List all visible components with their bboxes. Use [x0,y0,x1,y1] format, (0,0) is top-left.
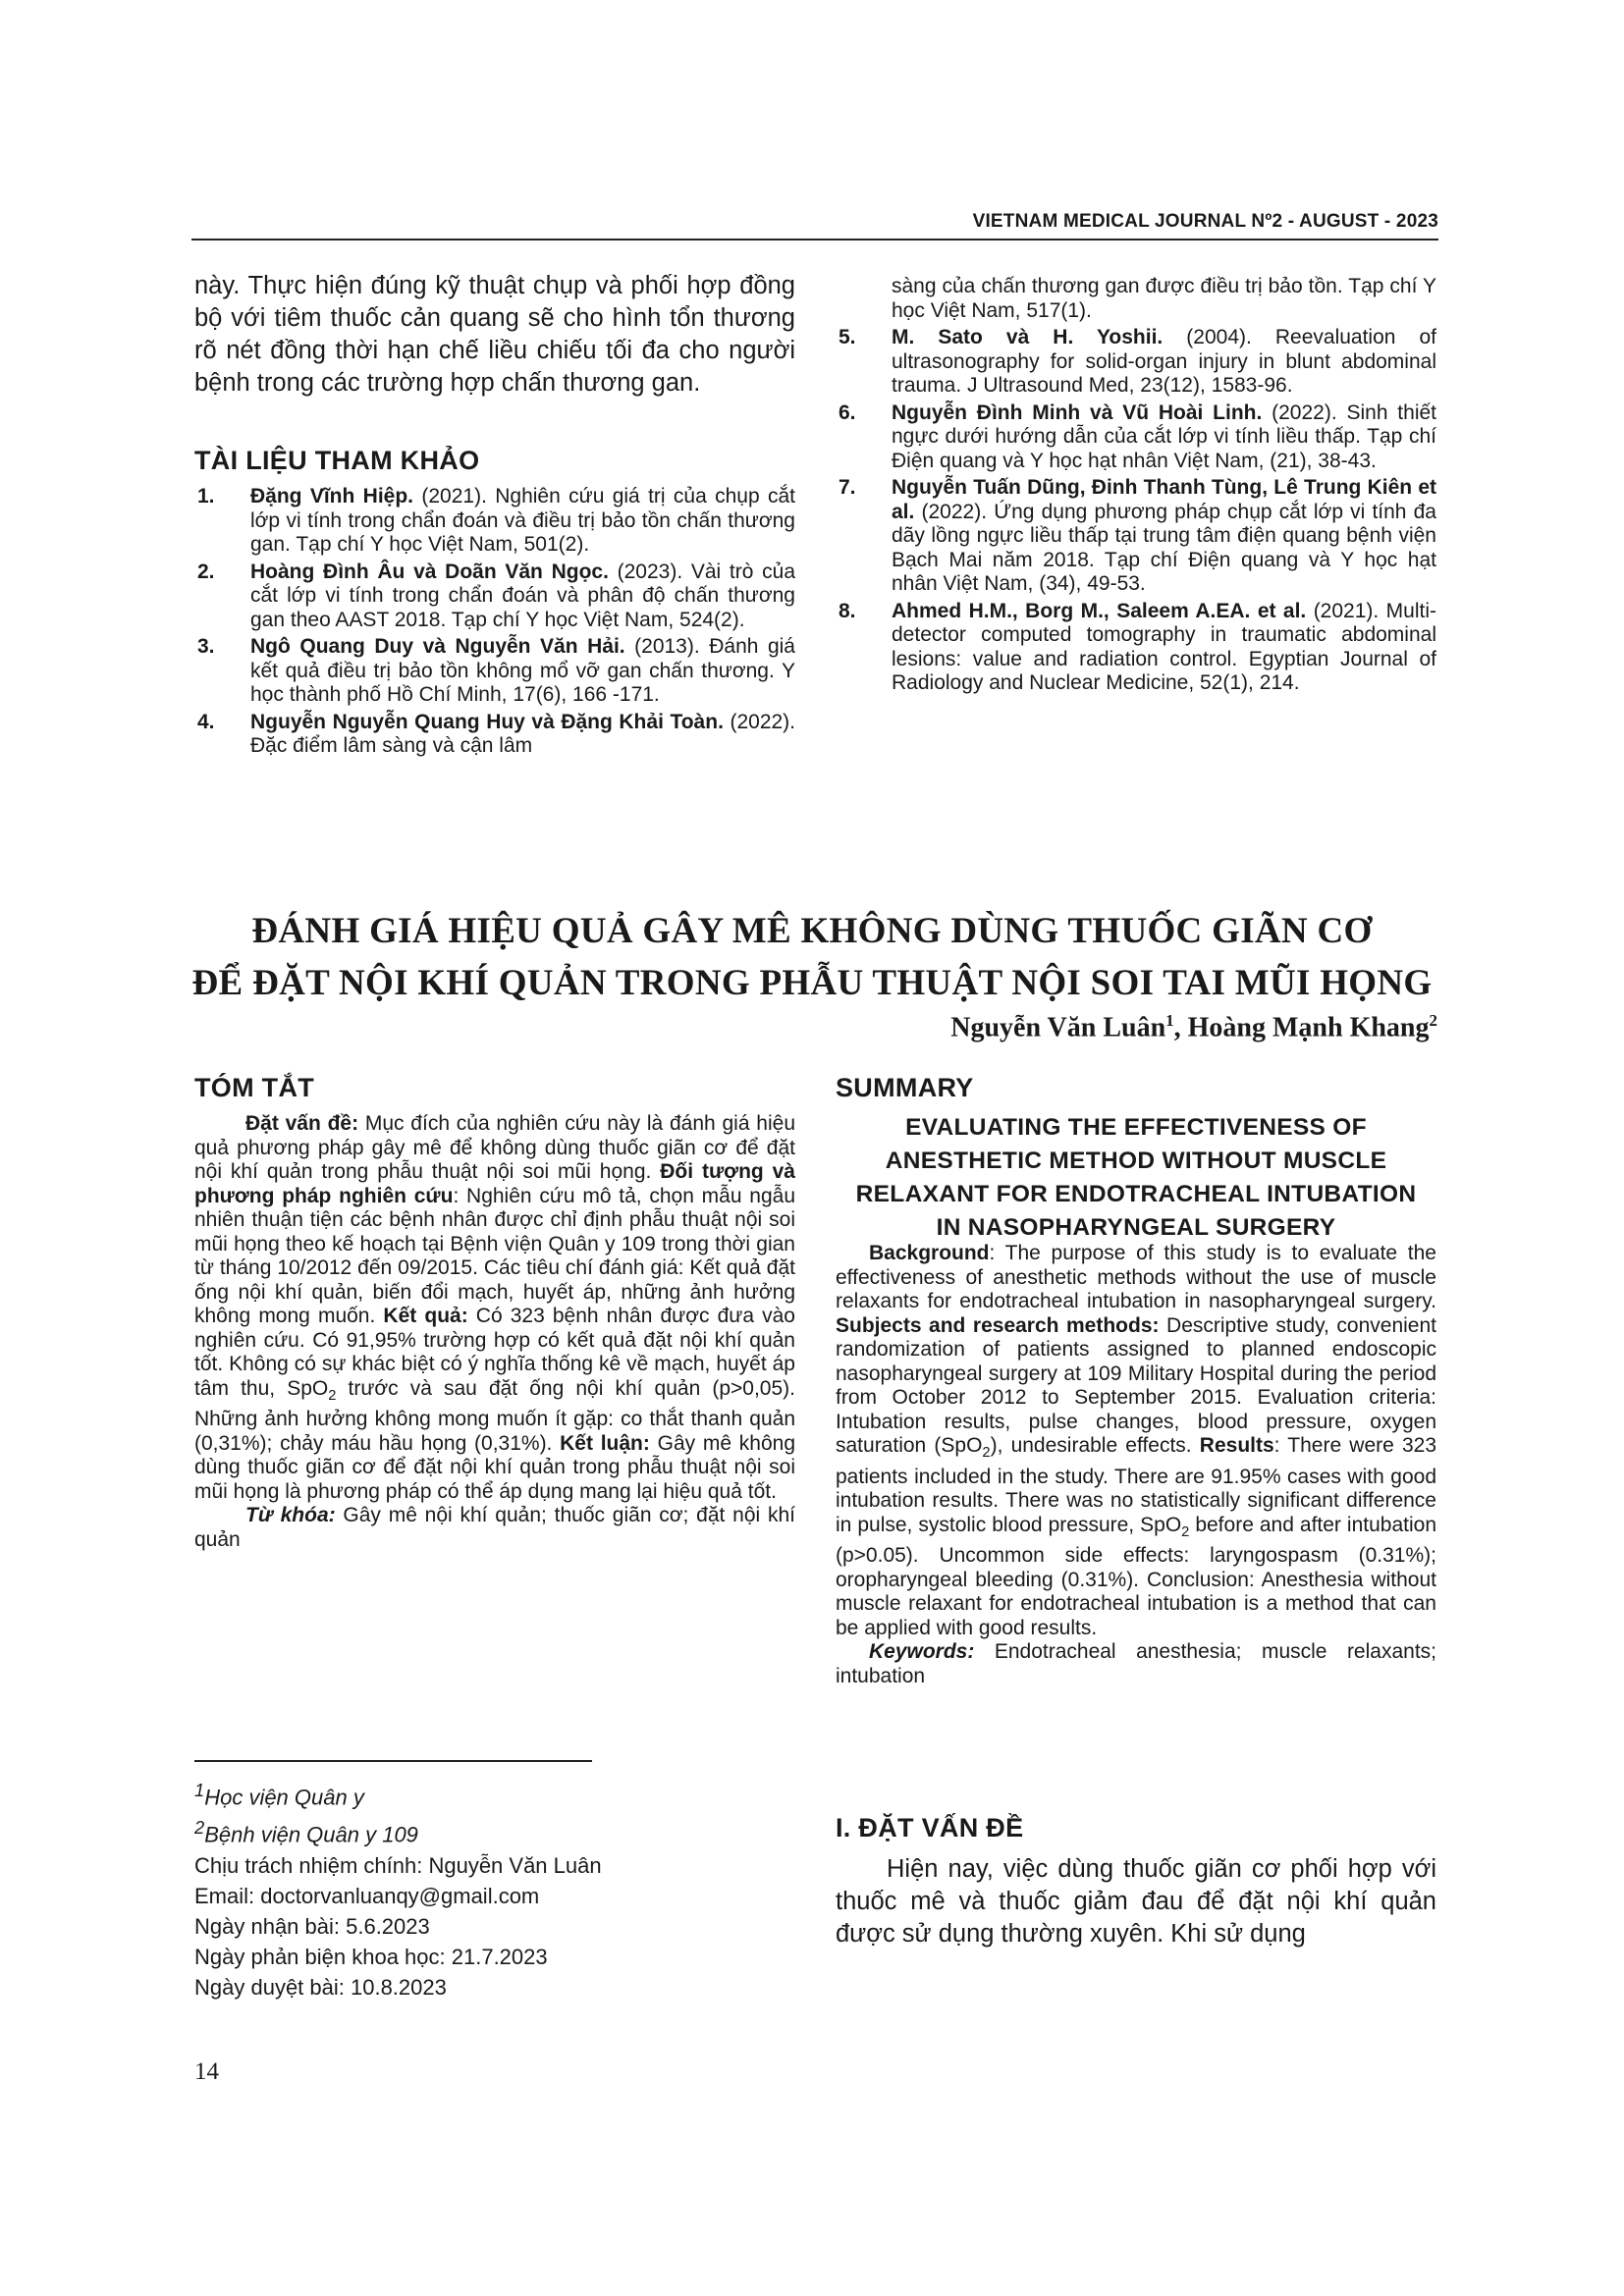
subscript: 2 [982,1445,991,1462]
keywords-text: Endotracheal anesthesia; muscle relaxants; intubation [836,1640,1436,1687]
footnote-divider [194,1760,592,1762]
page-number: 14 [194,2058,219,2085]
footnote-affiliation: $^1$Học viện Quân y [194,1780,364,1810]
keywords-paragraph [836,1640,1436,1688]
introduction-paragraph: Hiện nay, việc dùng thuốc giãn cơ phối hợp với thuốc mê và thuốc giảm đau để đặt nội khí quản được sử dụng thường xuyên. Khi sử dụng [836,1855,1436,1948]
abstract-text: trước và sau đặt ống nội khí quản (p>0,05). Những ảnh hưởng không mong muốn ít gặp: co thắt thanh quản (0,31%); chảy máu hầu họng (0,31%). [194,1376,795,1455]
reference-text: (2021). Multi-detector computed tomography in traumatic abdominal lesions: value and radiation control. Egyptian Journal of Radiology and Nuclear Medicine, 52(1), 214. [892,599,1436,694]
english-title-line: RELAXANT FOR ENDOTRACHEAL INTUBATION [855,1181,1417,1207]
reference-item [836,326,1436,399]
reference-number: 2. [197,560,215,583]
keywords-paragraph [194,1504,795,1552]
reference-text: (2022). Sinh thiết ngực dưới hướng dẫn của cắt lớp vi tính liều thấp. Tạp chí Điện quang và Y học hạt nhân Việt Nam, (21), 38-43. [892,400,1436,472]
abstract-text: Mục đích của nghiên cứu này là đánh giá hiệu quả phương pháp gây mê để không dùng thuốc giãn cơ để đặt nội khí quản trong phẫu thuật nội soi mũi họng. [194,1112,795,1183]
reference-item [194,561,795,633]
footnote-approved-date: Ngày duyệt bài: 10.8.2023 [194,1974,447,2000]
reference-number: 4. [197,710,215,733]
article-title-line: ĐÁNH GIÁ HIỆU QUẢ GÂY MÊ KHÔNG DÙNG THUỐC GIÃN CƠ [251,911,1373,951]
reference-authors: Nguyễn Tuấn Dũng, Đinh Thanh Tùng, Lê Trung Kiên et al. [892,476,1436,523]
abstract-label: Đặt vấn đề: [245,1112,359,1135]
english-title-line: IN NASOPHARYNGEAL SURGERY [936,1214,1336,1241]
summary-label: Results [1199,1434,1274,1457]
reference-number: 8. [839,599,856,622]
reference-item [194,485,795,558]
reference-continuation: sàng của chấn thương gan được điều trị bảo tồn. Tạp chí Y học Việt Nam, 517(1). [892,275,1436,322]
footnote-email: Email: doctorvanluanqy@gmail.com [194,1883,540,1908]
abstract-label: Kết luận: [560,1431,650,1455]
footnote-affiliation: $^2$Bệnh viện Quân y 109 [194,1817,418,1847]
keywords-label: Keywords: [869,1640,975,1664]
reference-number: 6. [839,400,856,424]
article-title [147,905,1477,1009]
abstract-paragraph [194,1112,795,1504]
abstract-text: : Nghiên cứu mô tả, chọn mẫu ngẫu nhiên thuận tiện các bệnh nhân được chỉ định phẫu thuật nội soi mũi họng theo kế hoạch tại Bệnh viện Quân y 109 trong thời gian từ tháng 10/2012 đến 09/2015. Các tiêu chí đánh giá: Kết quả đặt ống nội khí quản, biến đổi mạch, huyết áp, những ảnh hưởng không mong muốn. [194,1184,795,1327]
footnote-received-date: Ngày nhận bài: 5.6.2023 [194,1913,430,1939]
reference-number: 7. [839,476,856,499]
journal-header: VIETNAM MEDICAL JOURNAL Nº2 - AUGUST - 2023 [972,211,1438,232]
reference-text: (2022). Đặc điểm lâm sàng và cận lâm [250,710,796,757]
abstract-label: Đối tượng và phương pháp nghiên cứu [194,1160,795,1207]
english-title-line: ANESTHETIC METHOD WITHOUT MUSCLE [885,1148,1387,1174]
keywords-text: Gây mê nội khí quản; thuốc giãn cơ; đặt nội khí quản [194,1504,795,1551]
reference-authors: Hoàng Đình Âu và Doãn Văn Ngọc. [250,560,609,583]
previous-article-conclusion: này. Thực hiện đúng kỹ thuật chụp và phối hợp đồng bộ với tiêm thuốc cản quang sẽ cho hình tổn thương rõ nét đồng thời hạn chế liều chiếu tối đa cho người bệnh trong các trường hợp chấn thương gan. [194,272,795,397]
summary-text: ), undesirable effects. [990,1434,1200,1457]
reference-item [194,711,795,759]
english-title [836,1111,1436,1245]
abstract-body [194,1112,795,1552]
author-name: Hoàng Mạnh Khang [1187,1012,1430,1043]
reference-authors: Đặng Vĩnh Hiệp. [250,485,414,507]
author-affiliation-mark: 2 [1429,1011,1437,1030]
references-list-left [194,485,795,762]
reference-text: (2021). Nghiên cứu giá trị của chụp cắt lớp vi tính trong chẩn đoán và điều trị bảo tồn chấn thương gan. Tạp chí Y học Việt Nam, 501(2). [250,485,795,556]
subscript: 2 [1181,1523,1190,1540]
summary-paragraph [836,1242,1436,1640]
reference-text: (2023). Vài trò của cắt lớp vi tính trong chẩn đoán và phân độ chấn thương gan theo AAST 2018. Tạp chí Y học Việt Nam, 524(2). [250,560,795,631]
introduction-body [836,1853,1436,1950]
summary-label: Background [869,1242,990,1264]
footnote-reviewed-date: Ngày phản biện khoa học: 21.7.2023 [194,1944,548,1969]
summary-text: : The purpose of this study is to evaluate the effectiveness of anesthetic methods without the use of muscle relaxants for endotracheal intubation in nasopharyngeal surgery. [836,1242,1436,1312]
reference-number: 1. [197,485,215,507]
article-title-line: ĐỂ ĐẶT NỘI KHÍ QUẢN TRONG PHẪU THUẬT NỘI SOI TAI MŨI HỌNG [191,963,1433,1003]
references-heading: TÀI LIỆU THAM KHẢO [194,446,480,475]
abstract-label: Kết quả: [383,1305,468,1327]
summary-text: Descriptive study, convenient randomization of patients assigned to planned endoscopic nasopharyngeal surgery at 109 Military Hospital during the period from October 2012 to September 2015. Evaluation criteria: Intubation results, pulse changes, blood pressure, oxygen saturation (SpO [836,1313,1436,1457]
subscript: 2 [328,1387,337,1404]
reference-authors: Nguyễn Nguyễn Quang Huy và Đặng Khải Toàn. [250,710,724,733]
english-title-line: EVALUATING THE EFFECTIVENESS OF [905,1114,1367,1141]
footnote-responsible: Chịu trách nhiệm chính: Nguyễn Văn Luân [194,1852,602,1878]
header-divider [191,239,1438,240]
reference-authors: Ngô Quang Duy và Nguyễn Văn Hải. [250,635,625,658]
reference-authors: Ahmed H.M., Borg M., Saleem A.EA. et al. [892,599,1307,622]
summary-text: : There were 323 patients included in the study. There are 91.95% cases with good intubation results. There was no statistically significant difference in pulse, systolic blood pressure, SpO [836,1434,1437,1536]
author-name: Nguyễn Văn Luân [950,1012,1166,1043]
reference-item [836,476,1436,597]
reference-authors: M. Sato và H. Yoshii. [892,326,1164,348]
reference-text: (2013). Đánh giá kết quả điều trị bảo tồn không mổ vỡ gan chấn thương. Y học thành phố Hồ Chí Minh, 17(6), 166 -171. [250,635,795,706]
reference-item [194,635,795,708]
abstract-heading: TÓM TẮT [194,1073,315,1102]
reference-number: 3. [197,635,215,658]
reference-text: (2022). Ứng dụng phương pháp chụp cắt lớp vi tính đa dãy lồng ngực liều thấp tại trung tâm điện quang bệnh viện Bạch Mai năm 2018. Tạp chí Điện quang và Y học hạt nhân Việt Nam, (34), 49-53. [892,500,1436,595]
summary-body [836,1242,1436,1688]
footnotes [194,1775,602,2002]
summary-text: before and after intubation (p>0.05). Uncommon side effects: laryngospasm (0.31%); oropharyngeal bleeding (0.31%). Conclusion: Anesthesia without muscle relaxant for endotracheal intubation is a method that can be applied with good results. [836,1513,1436,1639]
reference-item [836,600,1436,696]
author-separator: , [1173,1012,1188,1043]
abstract-text: Gây mê không dùng thuốc giãn cơ để đặt nội khí quản trong phẫu thuật nội soi mũi họng là phương pháp có thể áp dụng mang lại hiệu quả tốt. [194,1431,796,1503]
keywords-label: Từ khóa: [245,1504,336,1527]
author-affiliation-mark: 1 [1165,1011,1174,1030]
abstract-text: Có 323 bệnh nhân được đưa vào nghiên cứu. Có 91,95% trường hợp có kết quả đặt nội khí quản tốt. Không có sự khác biệt có ý nghĩa thống kê về mạch, huyết áp tâm thu, SpO [194,1305,795,1400]
article-authors [950,1011,1437,1043]
summary-heading: SUMMARY [836,1073,974,1102]
reference-text: (2004). Reevaluation of ultrasonography for solid-organ injury in blunt abdominal trauma. J Ultrasound Med, 23(12), 1583-96. [892,326,1436,397]
introduction-heading: I. ĐẶT VẤN ĐỀ [836,1813,1024,1842]
reference-authors: Nguyễn Đình Minh và Vũ Hoài Linh. [892,400,1263,424]
reference-number: 5. [839,326,856,348]
references-list-right [836,275,1436,699]
reference-item [836,401,1436,474]
summary-label: Subjects and research methods: [836,1313,1160,1337]
